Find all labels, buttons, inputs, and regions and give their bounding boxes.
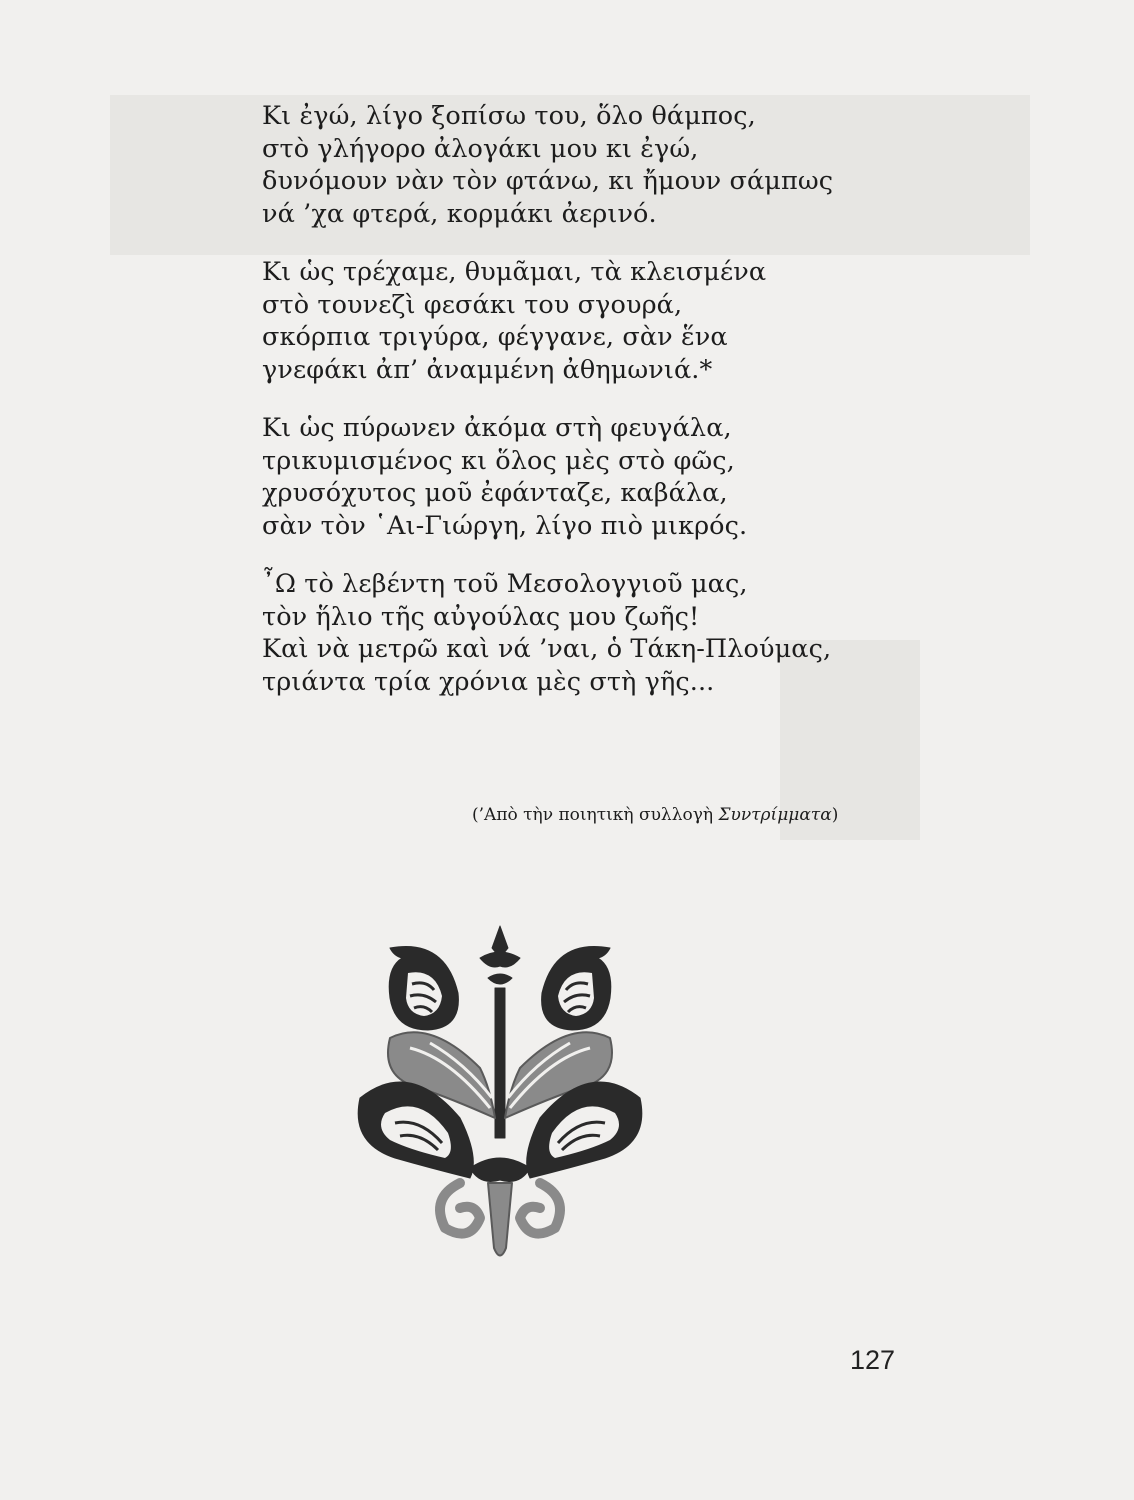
poem-line: χρυσόχυτος μοῦ ἐφάνταζε, καβάλα, xyxy=(262,478,728,508)
poem-line: Καὶ νὰ μετρῶ καὶ νά ’ναι, ὁ Τάκη-Πλούμας, xyxy=(262,634,832,664)
stanza-1 xyxy=(262,100,882,230)
poem-line: στὸ τουνεζὶ φεσάκι του σγουρά, xyxy=(262,289,683,320)
source-suffix: ) xyxy=(831,805,839,825)
stanza-2 xyxy=(262,256,882,386)
stanza-3 xyxy=(262,412,882,542)
poem-line: τρικυμισμένος κι ὅλος μὲς στὸ φῶς, xyxy=(262,445,735,476)
poem-line: στὸ γλήγορο ἀλογάκι μου κι ἐγώ, xyxy=(262,133,699,164)
poem-line: τριάντα τρία χρόνια μὲς στὴ γῆς... xyxy=(262,666,715,697)
page-number: 127 xyxy=(850,1345,896,1375)
poem-line: σκόρπια τριγύρα, φέγγανε, σὰν ἕνα xyxy=(262,322,728,352)
source-prefix: (’Απὸ τὴν ποιητικὴ συλλογὴ xyxy=(472,805,719,825)
poem-line: σὰν τὸν ῾Αι-Γιώργη, λίγο πιὸ μικρός. xyxy=(262,510,748,541)
poem-line: Κι ὡς τρέχαμε, θυμᾶμαι, τὰ κλεισμένα xyxy=(262,257,767,287)
poem xyxy=(262,100,882,724)
source-title: Συντρίμματα xyxy=(718,805,832,825)
floral-ornament-icon xyxy=(350,918,650,1268)
poem-line: Κι ὡς πύρωνεν ἀκόμα στὴ φευγάλα, xyxy=(262,413,732,443)
stanza-4 xyxy=(262,568,882,698)
poem-line: Κι ἐγώ, λίγο ξοπίσω του, ὅλο θάμπος, xyxy=(262,101,756,131)
source-citation xyxy=(472,805,902,825)
poem-line: γνεφάκι ἀπ’ ἀναμμένη ἀθημωνιά.* xyxy=(262,354,713,385)
poem-line: δυνόμουν νὰν τὸν φτάνω, κι ἤμουν σάμπως xyxy=(262,166,834,196)
poem-line: ῏Ω τὸ λεβέντη τοῦ Μεσολογγιοῦ μας, xyxy=(262,569,748,599)
poem-line: νά ’χα φτερά, κορμάκι ἀερινό. xyxy=(262,198,657,229)
poem-line: τὸν ἥλιο τῆς αὐγούλας μου ζωῆς! xyxy=(262,601,700,632)
